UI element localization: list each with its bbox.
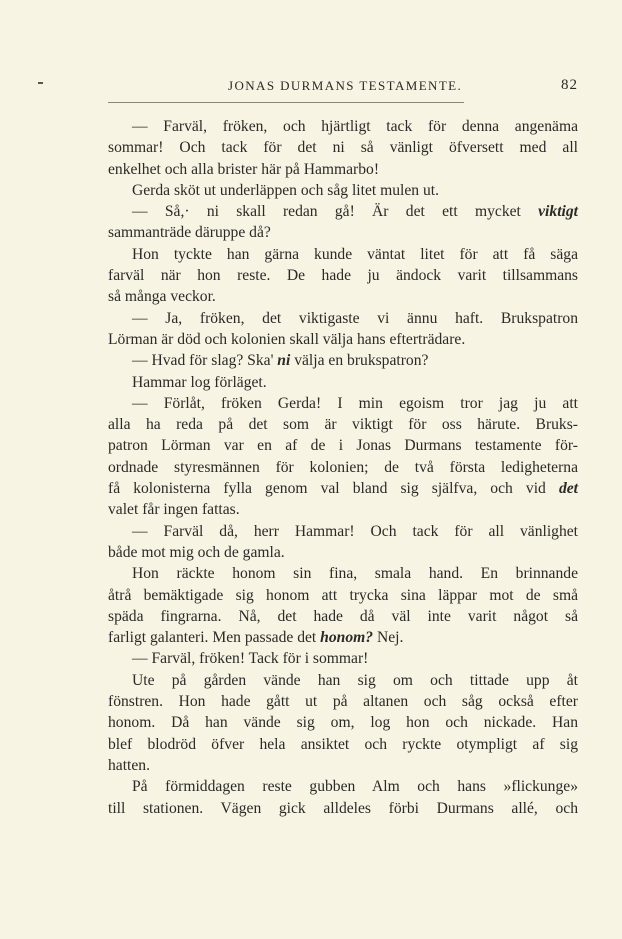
text-line: patron Lörman var en af de i Jonas Durmans testamente för- (108, 437, 578, 455)
text-line: enkelhet och alla brister här på Hammarbo! (108, 160, 380, 178)
body-text (108, 116, 578, 819)
text-line: Lörman är död och kolonien skall välja hans efterträdare. (108, 330, 466, 348)
running-title: JONAS DURMANS TESTAMENTE. (228, 78, 463, 93)
text-line: Hon räckte honom sin fina, smala hand. En brinnande (132, 565, 578, 583)
text-segment: välja en brukspatron? (290, 352, 429, 370)
page-header (108, 78, 578, 100)
text-line: hatten. (108, 756, 150, 774)
emphasized-word: honom? (320, 629, 374, 647)
text-line: både mot mig och de gamla. (108, 543, 285, 561)
text-line: farväl när hon reste. De hade ju ändock varit tillsammans (108, 267, 578, 285)
text-line: blef blodröd öfver hela ansiktet och ryckte otympligt af sig (108, 735, 578, 753)
text-line: — Farväl då, herr Hammar! Och tack för all vänlighet (132, 522, 578, 540)
text-line: sommar! Och tack för det ni så vänligt öfversett med all (108, 139, 578, 157)
text-line: Ute på gården vände han sig om och tittade upp åt (132, 671, 578, 689)
text-segment: Nej. (373, 629, 404, 647)
text-line: till stationen. Vägen gick alldeles förbi Durmans allé, och (108, 799, 578, 817)
text-segment: — Så,· ni skall redan gå! Är det ett mycket (132, 203, 539, 221)
text-line: — Farväl, fröken! Tack för i sommar! (132, 650, 369, 668)
text-line: sammanträde däruppe då? (108, 224, 271, 242)
text-line: Hon tyckte han gärna kunde väntat litet för att få säga (132, 245, 578, 263)
text-line: Hammar log förläget. (132, 373, 267, 391)
text-segment: — Hvad för slag? Ska' (132, 352, 278, 370)
text-line: — Farväl, fröken, och hjärtligt tack för denna angenäma (132, 118, 578, 135)
page-number: 82 (561, 77, 578, 93)
text-line: så många veckor. (108, 288, 216, 306)
text-line: åtrå bemäktigade sig honom att trycka sina läppar mot de små (108, 586, 578, 604)
emphasized-word: ni (277, 352, 291, 370)
text-line: späda fingrarna. Nå, det hade då väl inte varit något så (108, 607, 578, 625)
text-line (108, 201, 578, 222)
emphasized-word: det (558, 480, 578, 498)
text-line: fönstren. Hon hade gått ut på altanen och såg också efter (108, 693, 578, 711)
text-line: — Ja, fröken, det viktigaste vi ännu haft. Brukspatron (132, 309, 578, 327)
text-line: — Förlåt, fröken Gerda! I min egoism tror jag ju att (132, 394, 578, 412)
text-line: ordnade styresmännen för kolonien; de två första ledigheterna (108, 458, 578, 476)
margin-mark (38, 82, 43, 84)
text-line (108, 478, 578, 499)
text-line: På förmiddagen reste gubben Alm och hans »flickunge» (132, 778, 578, 796)
text-line: valet får ingen fattas. (108, 501, 240, 519)
emphasized-word: viktigt (538, 203, 578, 221)
text-segment: farligt galanteri. Men passade det (108, 629, 321, 647)
text-line: alla ha reda på det som är viktigt för oss härute. Bruks- (108, 416, 578, 434)
text-line (108, 350, 578, 371)
text-segment: få kolonisterna fylla genom val bland sig själfva, och vid (108, 480, 559, 498)
text-line: Gerda sköt ut underläppen och såg litet mulen ut. (132, 181, 440, 199)
text-line (108, 627, 578, 648)
header-rule (108, 102, 464, 103)
text-line: honom. Då han vände sig om, log hon och nickade. Han (108, 714, 578, 732)
